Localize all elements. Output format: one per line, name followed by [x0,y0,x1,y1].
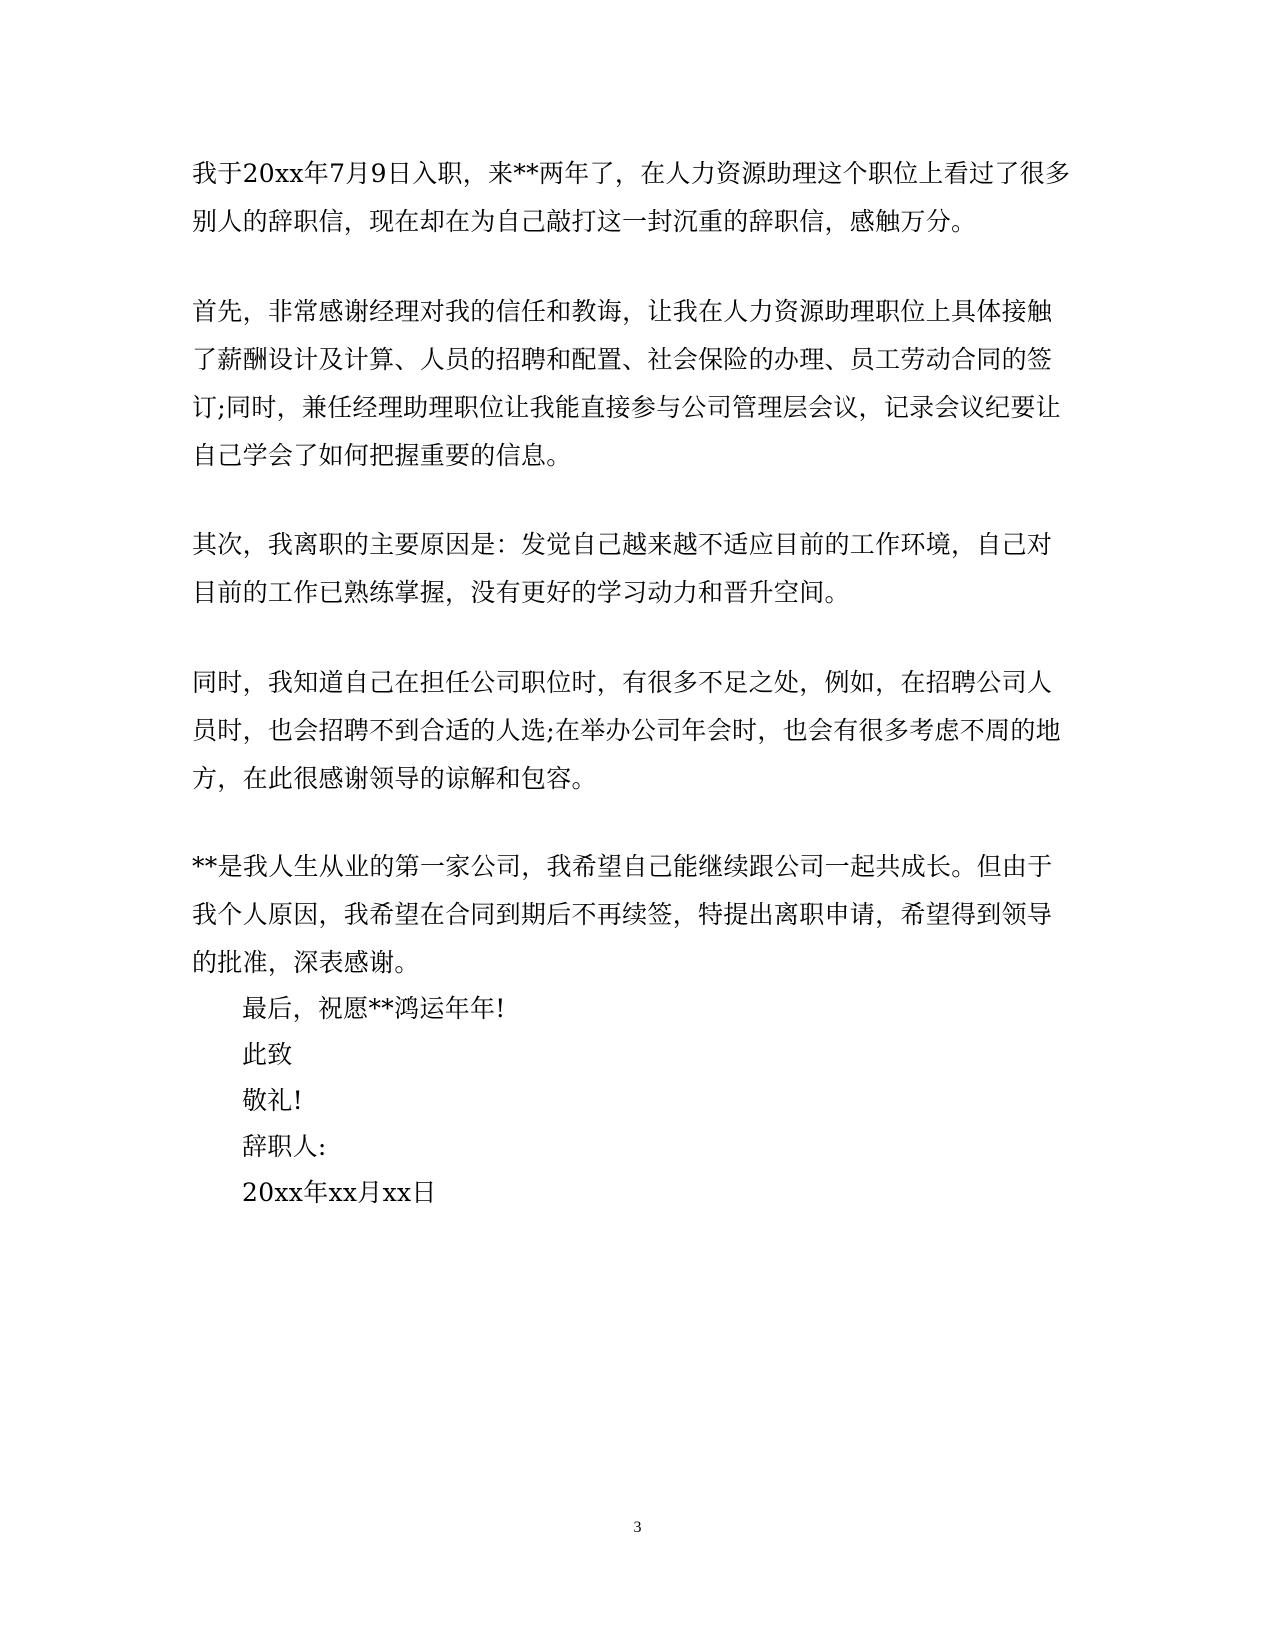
closing-wish: 最后，祝愿**鸿运年年! [242,994,506,1023]
signer-label: 辞职人: [242,1132,327,1161]
page-number: 3 [633,1519,642,1536]
closing-salutation-1: 此致 [242,1040,293,1069]
paragraph-request: **是我人生从业的第一家公司，我希望自己能继续跟公司一起共成长。但由于我个人原因，我希望在合同到期后不再续签，特提出离职申请，希望得到领导的批准，深表感谢。 [192,852,1053,977]
paragraph-thanks: 首先，非常感谢经理对我的信任和教诲，让我在人力资源助理职位上具体接触了薪酬设计及计算、人员的招聘和配置、社会保险的办理、员工劳动合同的签订;同时，兼任经理助理职位让我能直接参与公司管理层会议，记录会议纪要让自己学会了如何把握重要的信息。 [192,297,1061,470]
paragraph-intro: 我于20xx年7月9日入职，来**两年了，在人力资源助理这个职位上看过了很多别人的辞职信，现在却在为自己敲打这一封沉重的辞职信，感触万分。 [192,159,1071,236]
paragraph-reason: 其次，我离职的主要原因是：发觉自己越来越不适应目前的工作环境，自己对目前的工作已熟练掌握，没有更好的学习动力和晋升空间。 [192,530,1053,607]
paragraph-shortcomings: 同时，我知道自己在担任公司职位时，有很多不足之处，例如，在招聘公司人员时，也会招聘不到合适的人选;在举办公司年会时，也会有很多考虑不周的地方，在此很感谢领导的谅解和包容。 [192,668,1061,793]
signature-date: 20xx年xx月xx日 [242,1178,437,1207]
closing-salutation-2: 敬礼! [242,1086,303,1115]
